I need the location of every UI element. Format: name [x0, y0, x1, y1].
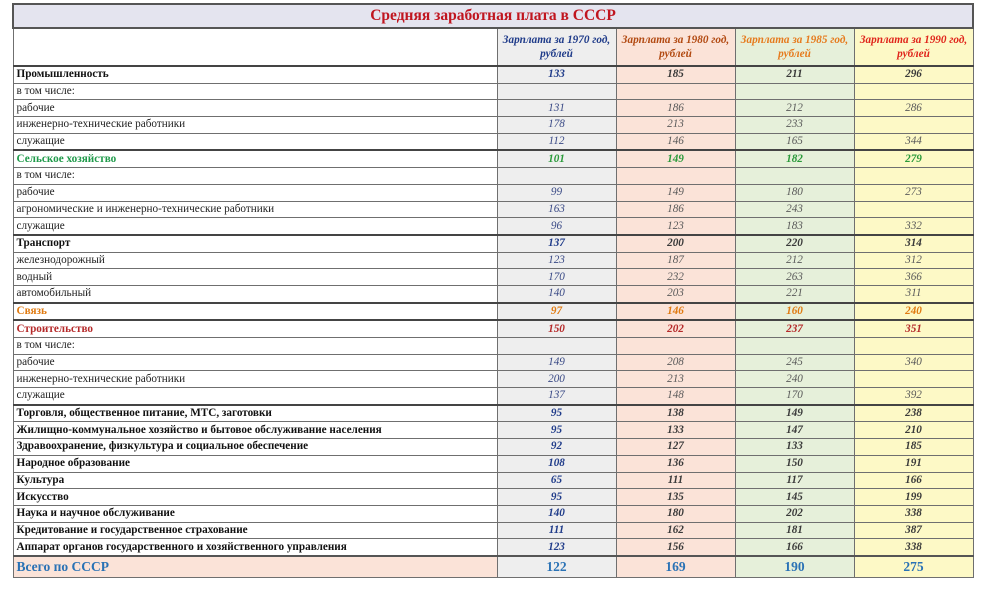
value-cell-1970[interactable]: 95 [497, 422, 616, 439]
row-label[interactable]: рабочие [13, 354, 497, 371]
value-cell-1970[interactable]: 123 [497, 539, 616, 556]
value-cell-1990[interactable]: 191 [854, 455, 973, 472]
row-label[interactable]: водный [13, 269, 497, 286]
value-cell-1985[interactable]: 165 [735, 133, 854, 150]
value-cell-1990[interactable]: 279 [854, 150, 973, 167]
value-cell-1980[interactable]: 200 [616, 235, 735, 252]
row-label[interactable]: служащие [13, 133, 497, 150]
row-label[interactable]: служащие [13, 388, 497, 405]
value-cell-1970[interactable]: 97 [497, 303, 616, 321]
value-cell-1980[interactable]: 149 [616, 150, 735, 167]
value-cell-1985[interactable]: 170 [735, 388, 854, 405]
value-cell-1980[interactable]: 187 [616, 252, 735, 269]
table-row [13, 472, 973, 489]
value-cell-1990[interactable]: 240 [854, 303, 973, 321]
total-row [13, 556, 973, 578]
value-cell-1990[interactable]: 351 [854, 320, 973, 337]
row-label[interactable]: в том числе: [13, 168, 497, 185]
table-row [13, 422, 973, 439]
total-value-1990[interactable]: 275 [854, 556, 973, 578]
row-label[interactable]: Строительство [13, 320, 497, 337]
value-cell-1990[interactable]: 199 [854, 489, 973, 506]
value-cell-1990[interactable]: 340 [854, 354, 973, 371]
value-cell-1970[interactable]: 111 [497, 522, 616, 539]
value-cell-1980[interactable]: 180 [616, 505, 735, 522]
value-cell-1990[interactable]: 273 [854, 184, 973, 201]
value-cell-1980[interactable]: 135 [616, 489, 735, 506]
value-cell-1980[interactable]: 148 [616, 388, 735, 405]
row-label[interactable]: Торговля, общественное питание, МТС, заготовки [13, 405, 497, 422]
row-label[interactable]: Сельское хозяйство [13, 150, 497, 167]
table-row [13, 405, 973, 422]
value-cell-1980[interactable] [616, 83, 735, 100]
value-cell-1970[interactable]: 101 [497, 150, 616, 167]
value-cell-1985[interactable]: 133 [735, 439, 854, 456]
value-cell-1980[interactable]: 138 [616, 405, 735, 422]
value-cell-1985[interactable]: 233 [735, 117, 854, 134]
value-cell-1990[interactable]: 338 [854, 505, 973, 522]
value-cell-1970[interactable]: 178 [497, 117, 616, 134]
table-row [13, 66, 973, 83]
value-cell-1990[interactable]: 366 [854, 269, 973, 286]
value-cell-1980[interactable]: 208 [616, 354, 735, 371]
value-cell-1970[interactable]: 123 [497, 252, 616, 269]
value-cell-1985[interactable]: 166 [735, 539, 854, 556]
table-row [13, 439, 973, 456]
row-label[interactable]: Промышленность [13, 66, 497, 83]
value-cell-1985[interactable]: 202 [735, 505, 854, 522]
table-row [13, 184, 973, 201]
value-cell-1990[interactable]: 311 [854, 285, 973, 302]
value-cell-1970[interactable]: 140 [497, 285, 616, 302]
value-cell-1985[interactable]: 183 [735, 218, 854, 235]
table-row [13, 371, 973, 388]
value-cell-1980[interactable]: 146 [616, 133, 735, 150]
value-cell-1980[interactable] [616, 338, 735, 355]
value-cell-1985[interactable] [735, 338, 854, 355]
table-row [13, 303, 973, 321]
value-cell-1990[interactable]: 387 [854, 522, 973, 539]
value-cell-1985[interactable]: 147 [735, 422, 854, 439]
table-row [13, 133, 973, 150]
value-cell-1985[interactable]: 221 [735, 285, 854, 302]
header-row [13, 28, 973, 66]
value-cell-1985[interactable]: 160 [735, 303, 854, 321]
row-label[interactable]: автомобильный [13, 285, 497, 302]
value-cell-1970[interactable]: 170 [497, 269, 616, 286]
value-cell-1980[interactable]: 111 [616, 472, 735, 489]
value-cell-1990[interactable] [854, 371, 973, 388]
table-row [13, 388, 973, 405]
value-cell-1980[interactable]: 186 [616, 201, 735, 218]
wage-table-sheet [12, 3, 972, 578]
value-cell-1980[interactable]: 185 [616, 66, 735, 83]
value-cell-1980[interactable]: 146 [616, 303, 735, 321]
value-cell-1970[interactable]: 131 [497, 100, 616, 117]
table-row [13, 539, 973, 556]
row-label[interactable]: Наука и научное обслуживание [13, 505, 497, 522]
value-cell-1970[interactable]: 137 [497, 235, 616, 252]
total-label[interactable]: Всего по СССР [13, 556, 497, 578]
table-row [13, 218, 973, 235]
title-row [13, 4, 973, 28]
value-cell-1990[interactable]: 312 [854, 252, 973, 269]
value-cell-1970[interactable] [497, 338, 616, 355]
table-row [13, 489, 973, 506]
value-cell-1985[interactable]: 180 [735, 184, 854, 201]
header-cell-1980[interactable]: Зарплата за 1980 год, рублей [616, 28, 735, 66]
table-row [13, 505, 973, 522]
value-cell-1970[interactable]: 65 [497, 472, 616, 489]
row-label[interactable]: в том числе: [13, 83, 497, 100]
value-cell-1985[interactable] [735, 83, 854, 100]
row-label[interactable]: Жилищно-коммунальное хозяйство и бытовое обслуживание населения [13, 422, 497, 439]
value-cell-1980[interactable]: 127 [616, 439, 735, 456]
value-cell-1985[interactable]: 243 [735, 201, 854, 218]
table-row [13, 150, 973, 167]
value-cell-1990[interactable]: 238 [854, 405, 973, 422]
value-cell-1985[interactable]: 211 [735, 66, 854, 83]
value-cell-1970[interactable]: 112 [497, 133, 616, 150]
value-cell-1990[interactable]: 332 [854, 218, 973, 235]
total-value-1980[interactable]: 169 [616, 556, 735, 578]
table-row [13, 201, 973, 218]
header-cell-1985[interactable]: Зарплата за 1985 год, рублей [735, 28, 854, 66]
table-title[interactable]: Средняя заработная плата в СССР [13, 4, 973, 28]
table-row [13, 522, 973, 539]
value-cell-1970[interactable] [497, 168, 616, 185]
value-cell-1980[interactable]: 186 [616, 100, 735, 117]
value-cell-1990[interactable] [854, 201, 973, 218]
value-cell-1985[interactable]: 237 [735, 320, 854, 337]
value-cell-1985[interactable]: 181 [735, 522, 854, 539]
row-label[interactable]: Аппарат органов государственного и хозяйственного управления [13, 539, 497, 556]
wage-table [12, 3, 974, 578]
value-cell-1985[interactable] [735, 168, 854, 185]
value-cell-1985[interactable]: 182 [735, 150, 854, 167]
value-cell-1970[interactable]: 95 [497, 405, 616, 422]
total-value-1970[interactable]: 122 [497, 556, 616, 578]
table-row [13, 455, 973, 472]
value-cell-1985[interactable]: 240 [735, 371, 854, 388]
table-row [13, 252, 973, 269]
value-cell-1980[interactable]: 203 [616, 285, 735, 302]
value-cell-1980[interactable] [616, 168, 735, 185]
total-value-1985[interactable]: 190 [735, 556, 854, 578]
value-cell-1990[interactable]: 314 [854, 235, 973, 252]
value-cell-1970[interactable]: 163 [497, 201, 616, 218]
value-cell-1980[interactable]: 136 [616, 455, 735, 472]
row-label[interactable]: Кредитование и государственное страхование [13, 522, 497, 539]
value-cell-1990[interactable]: 185 [854, 439, 973, 456]
table-row [13, 117, 973, 134]
header-cell-1970[interactable]: Зарплата за 1970 год, рублей [497, 28, 616, 66]
row-label[interactable]: рабочие [13, 100, 497, 117]
value-cell-1970[interactable]: 92 [497, 439, 616, 456]
row-label[interactable]: инженерно-технические работники [13, 371, 497, 388]
table-row [13, 338, 973, 355]
row-label[interactable]: Народное образование [13, 455, 497, 472]
value-cell-1970[interactable]: 99 [497, 184, 616, 201]
row-label[interactable]: Искусство [13, 489, 497, 506]
value-cell-1980[interactable]: 162 [616, 522, 735, 539]
value-cell-1985[interactable]: 149 [735, 405, 854, 422]
value-cell-1990[interactable] [854, 117, 973, 134]
value-cell-1985[interactable]: 150 [735, 455, 854, 472]
table-row [13, 320, 973, 337]
value-cell-1970[interactable]: 108 [497, 455, 616, 472]
row-label[interactable]: Здравоохранение, физкультура и социальное обеспечение [13, 439, 497, 456]
table-row [13, 235, 973, 252]
value-cell-1990[interactable]: 210 [854, 422, 973, 439]
table-row [13, 354, 973, 371]
value-cell-1970[interactable] [497, 83, 616, 100]
value-cell-1985[interactable]: 212 [735, 100, 854, 117]
value-cell-1980[interactable]: 202 [616, 320, 735, 337]
value-cell-1970[interactable]: 96 [497, 218, 616, 235]
row-label[interactable]: Связь [13, 303, 497, 321]
value-cell-1990[interactable]: 344 [854, 133, 973, 150]
row-label[interactable]: рабочие [13, 184, 497, 201]
value-cell-1985[interactable]: 212 [735, 252, 854, 269]
row-label[interactable]: Культура [13, 472, 497, 489]
value-cell-1980[interactable]: 156 [616, 539, 735, 556]
value-cell-1990[interactable]: 392 [854, 388, 973, 405]
value-cell-1985[interactable]: 117 [735, 472, 854, 489]
value-cell-1985[interactable]: 145 [735, 489, 854, 506]
value-cell-1990[interactable]: 296 [854, 66, 973, 83]
value-cell-1970[interactable]: 149 [497, 354, 616, 371]
table-row [13, 168, 973, 185]
value-cell-1980[interactable]: 133 [616, 422, 735, 439]
row-label[interactable]: в том числе: [13, 338, 497, 355]
value-cell-1990[interactable] [854, 168, 973, 185]
value-cell-1970[interactable]: 137 [497, 388, 616, 405]
value-cell-1985[interactable]: 220 [735, 235, 854, 252]
value-cell-1970[interactable]: 95 [497, 489, 616, 506]
header-cell-1990[interactable]: Зарплата за 1990 год, рублей [854, 28, 973, 66]
table-row [13, 83, 973, 100]
value-cell-1990[interactable] [854, 338, 973, 355]
value-cell-1985[interactable]: 245 [735, 354, 854, 371]
value-cell-1980[interactable]: 213 [616, 117, 735, 134]
value-cell-1990[interactable] [854, 83, 973, 100]
value-cell-1980[interactable]: 213 [616, 371, 735, 388]
header-cell-name[interactable] [13, 28, 497, 66]
table-row [13, 269, 973, 286]
value-cell-1990[interactable]: 166 [854, 472, 973, 489]
row-label[interactable]: железнодорожный [13, 252, 497, 269]
value-cell-1990[interactable]: 286 [854, 100, 973, 117]
value-cell-1980[interactable]: 232 [616, 269, 735, 286]
table-row [13, 100, 973, 117]
row-label[interactable]: Транспорт [13, 235, 497, 252]
row-label[interactable]: служащие [13, 218, 497, 235]
value-cell-1970[interactable]: 200 [497, 371, 616, 388]
value-cell-1980[interactable]: 149 [616, 184, 735, 201]
value-cell-1985[interactable]: 263 [735, 269, 854, 286]
row-label[interactable]: инженерно-технические работники [13, 117, 497, 134]
value-cell-1970[interactable]: 140 [497, 505, 616, 522]
row-label[interactable]: агрономические и инженерно-технические работники [13, 201, 497, 218]
table-row [13, 285, 973, 302]
value-cell-1970[interactable]: 133 [497, 66, 616, 83]
value-cell-1970[interactable]: 150 [497, 320, 616, 337]
value-cell-1980[interactable]: 123 [616, 218, 735, 235]
value-cell-1990[interactable]: 338 [854, 539, 973, 556]
